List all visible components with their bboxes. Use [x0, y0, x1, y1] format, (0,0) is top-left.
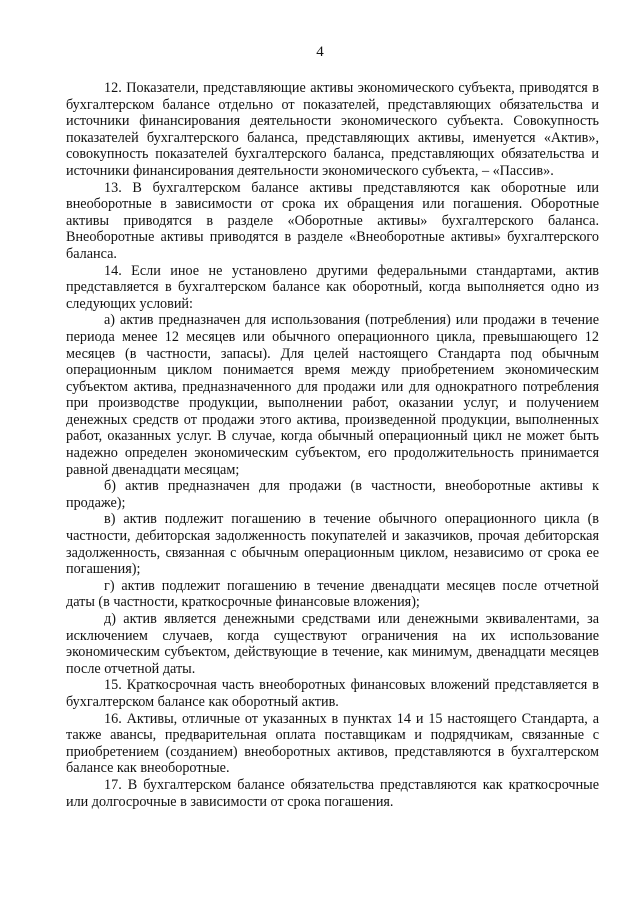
paragraph-16: 16. Активы, отличные от указанных в пунктах 14 и 15 настоящего Стандарта, а также авансы, предварительная оплата поставщикам и подрядчикам, связанные с приобретением (созданием) внеоборотных активов, представляются в бухгалтерском балансе как внеоборотные.: [66, 710, 599, 777]
paragraph-14-g: г) актив подлежит погашению в течение двенадцати месяцев после отчетной даты (в частности, краткосрочные финансовые вложения);: [66, 577, 599, 611]
paragraph-12: 12. Показатели, представляющие активы экономического субъекта, приводятся в бухгалтерском балансе отдельно от показателей, представляющих обязательства и источники финансирования деятельности экономического субъекта. Совокупность показателей бухгалтерского баланса, представляющих активы, именуется «Актив», совокупность показателей бухгалтерского баланса, представляющих обязательства и источники финансирования деятельности экономического субъекта, – «Пассив».: [66, 80, 599, 179]
paragraph-17: 17. В бухгалтерском балансе обязательства представляются как краткосрочные или долгосрочные в зависимости от срока погашения.: [66, 776, 599, 810]
paragraph-15: 15. Краткосрочная часть внеоборотных финансовых вложений представляется в бухгалтерском балансе как оборотный актив.: [66, 677, 599, 710]
paragraph-13: 13. В бухгалтерском балансе активы представляются как оборотные или внеоборотные в зависимости от срока их обращения или погашения. Оборотные активы приводятся в разделе «Оборотные активы» бухгалтерского баланса. Внеоборотные активы приводятся в разделе «Внеоборотные активы» бухгалтерского баланса.: [66, 179, 599, 262]
page-number: 4: [316, 44, 324, 60]
paragraph-14: 14. Если иное не установлено другими федеральными стандартами, актив представляется в бухгалтерском балансе как оборотный, когда выполняется одно из следующих условий:: [66, 262, 599, 312]
paragraph-14-a: а) актив предназначен для использования (потребления) или продажи в течение периода менее 12 месяцев или обычного операционного цикла, превышающего 12 месяцев (в частности, запасы). Для целей настоящего Стандарта под обычным операционным циклом понимается время между приобретением экономическим субъектом актива, предназначенного для продажи или для однократного потребления при производстве продукции, выполнении работ, оказании услуг, и получением денежных средств от продажи этого актива, произведенной продукции, выполненных работ, оказанных услуг. В случае, когда обычный операционный цикл не может быть надежно определен экономическим субъектом, его продолжительность принимается равной двенадцати месяцам;: [66, 312, 599, 478]
paragraph-14-d: д) актив является денежными средствами или денежными эквивалентами, за исключением случаев, когда существуют ограничения на их использование экономическим субъектом, действующие в течение, как минимум, двенадцати месяцев после отчетной даты.: [66, 611, 599, 677]
document-body: [66, 80, 599, 810]
paragraph-14-b: б) актив предназначен для продажи (в частности, внеоборотные активы к продаже);: [66, 478, 599, 511]
paragraph-14-v: в) актив подлежит погашению в течение обычного операционного цикла (в частности, дебиторская задолженность покупателей и заказчиков, прочая дебиторская задолженность, связанная с обычным операционным циклом, независимо от срока ее погашения);: [66, 511, 599, 578]
